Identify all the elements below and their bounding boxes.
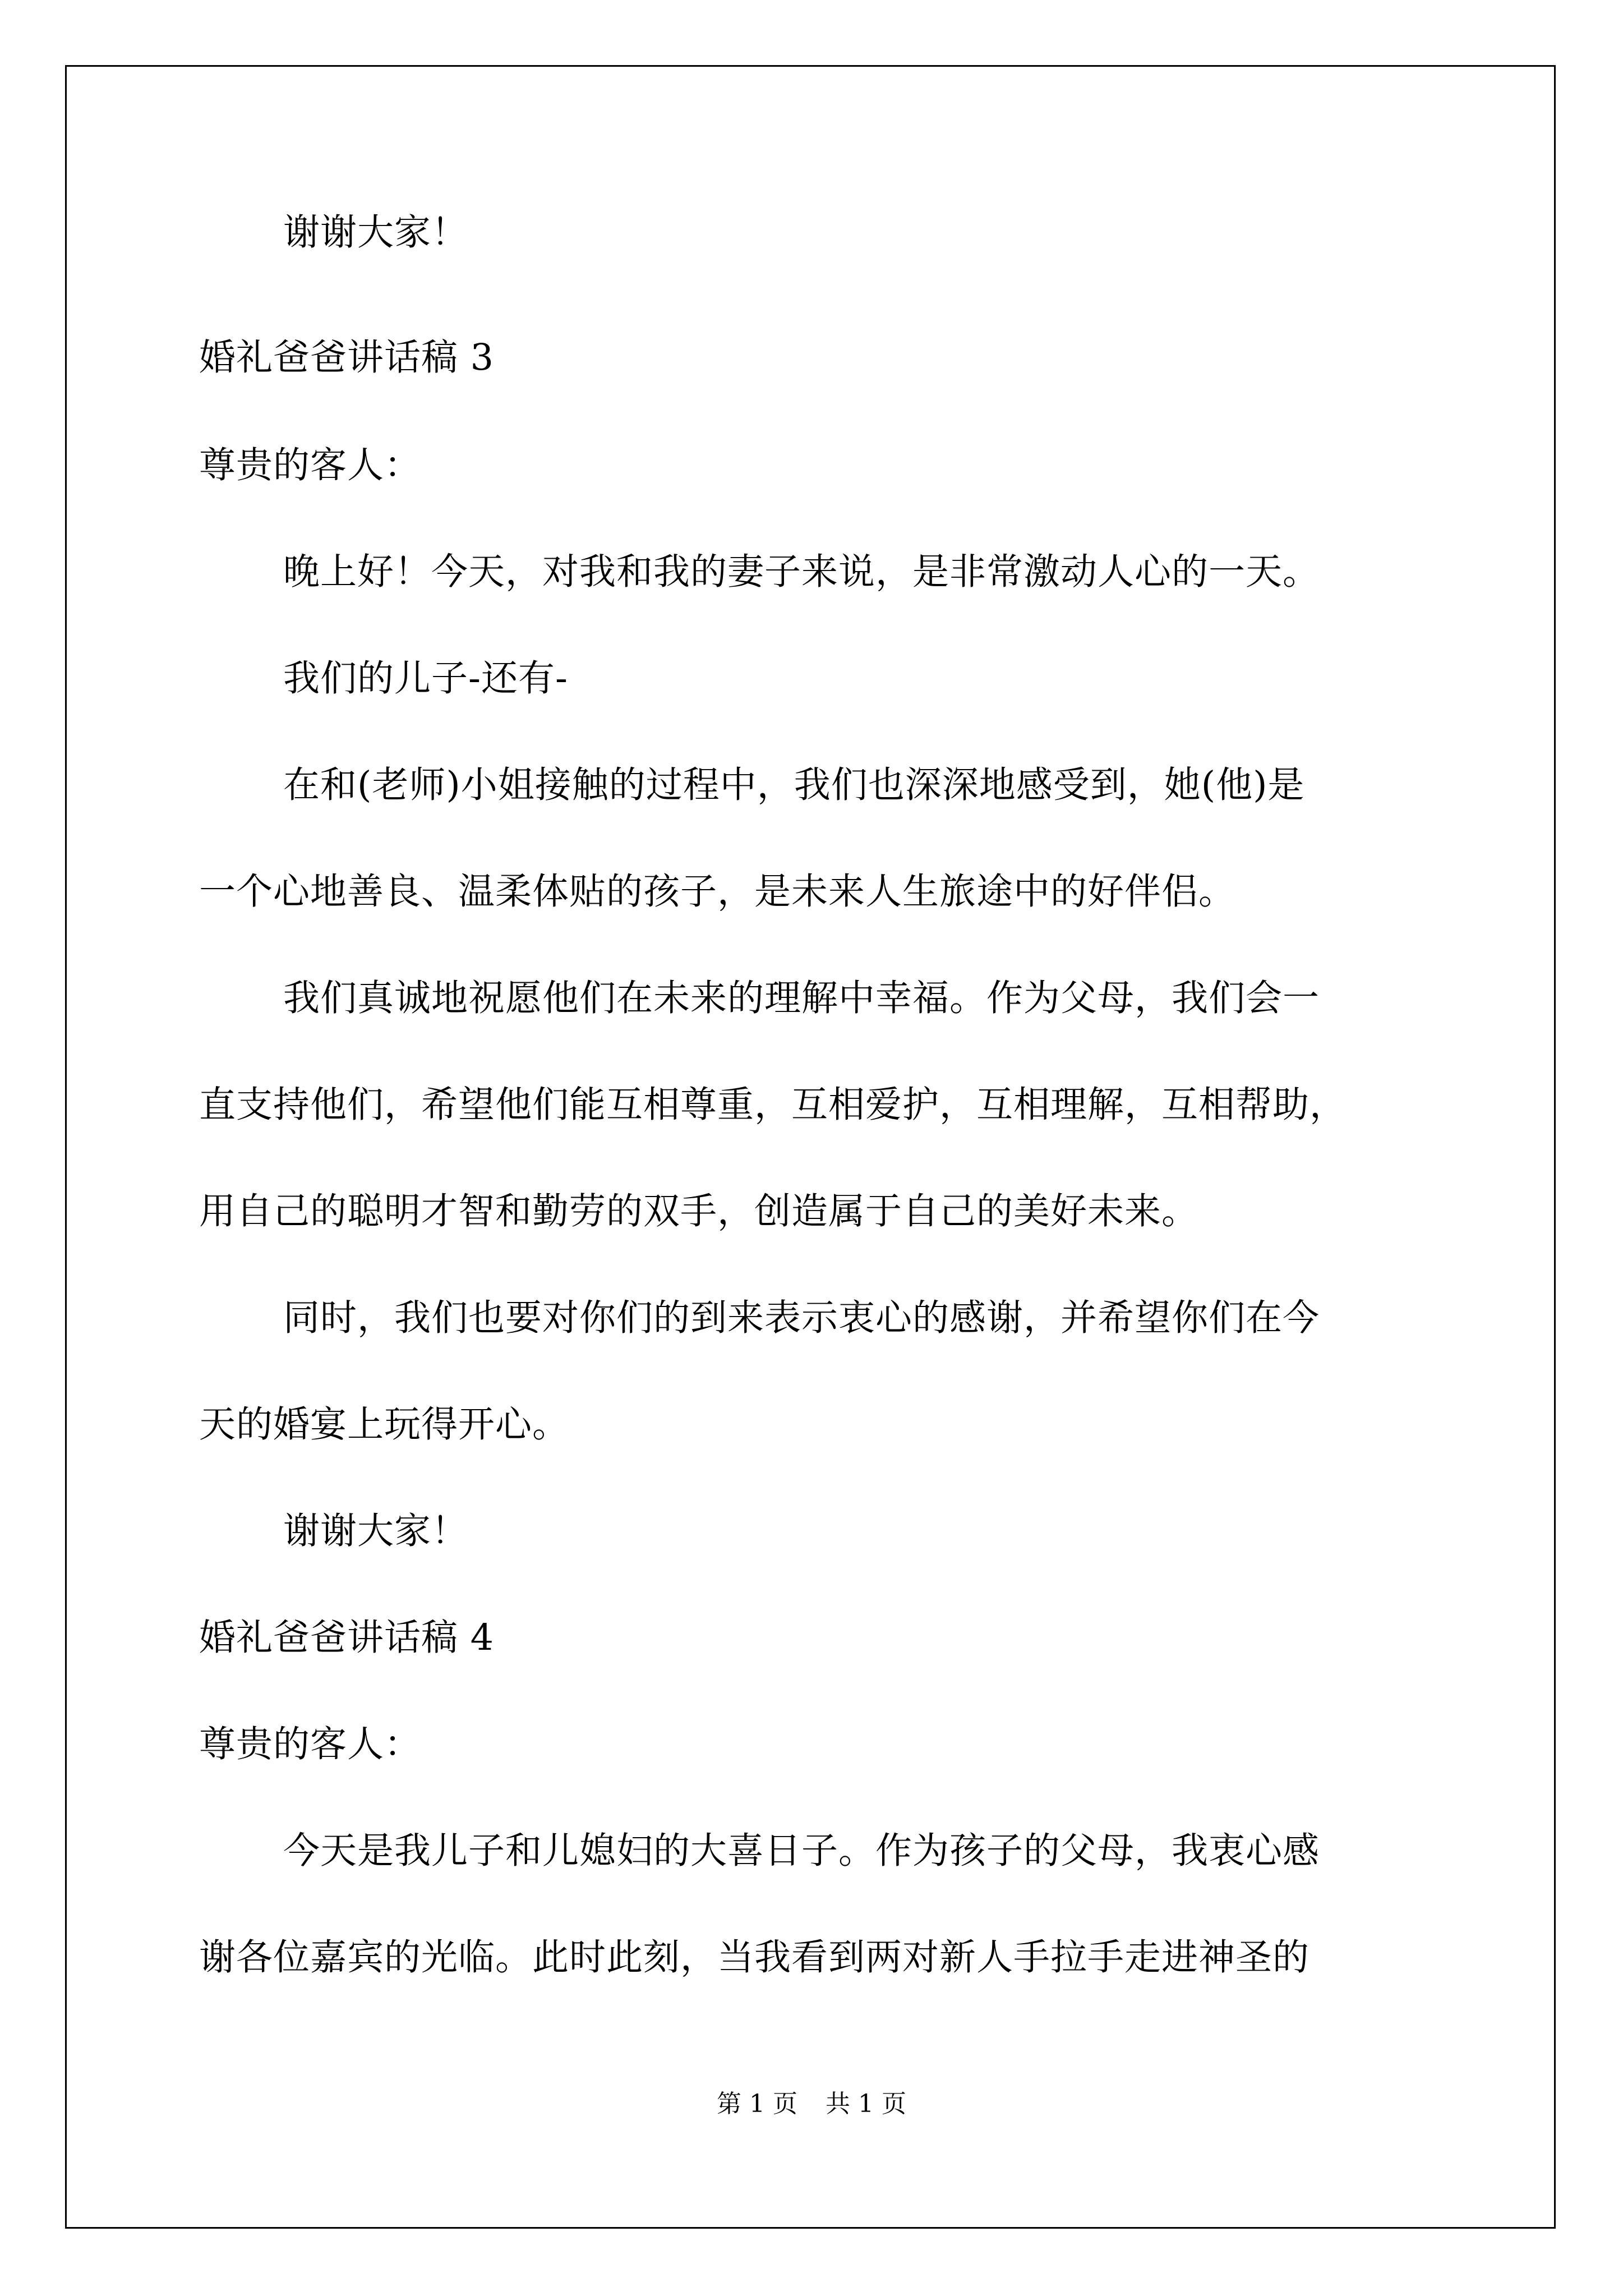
- paragraph-line: 谢各位嘉宾的光临。此时此刻，当我看到两对新人手拉手走进神圣的: [199, 1936, 1310, 1978]
- paragraph-line: 天的婚宴上玩得开心。: [199, 1404, 570, 1446]
- paragraph-line: 同时，我们也要对你们的到来表示衷心的感谢，并希望你们在今: [283, 1297, 1320, 1339]
- paragraph-line: 一个心地善良、温柔体贴的孩子，是未来人生旅途中的好伴侣。: [199, 871, 1236, 913]
- page-footer: [0, 2088, 1623, 2120]
- paragraph-line: 我们真诚地祝愿他们在未来的理解中幸福。作为父母，我们会一: [283, 977, 1320, 1019]
- closing-thanks-1: 谢谢大家！: [283, 211, 469, 254]
- paragraph-line: 晚上好！今天，对我和我的妻子来说，是非常激动人心的一天。: [283, 551, 1320, 593]
- paragraph-line: 我们的儿子-还有-: [283, 657, 568, 700]
- paragraph-line: 用自己的聪明才智和勤劳的双手，创造属于自己的美好未来。: [199, 1190, 1199, 1232]
- section-title-4: 婚礼爸爸讲话稿 4: [199, 1617, 495, 1659]
- paragraph-line: 直支持他们，希望他们能互相尊重，互相爱护，互相理解，互相帮助，: [199, 1084, 1347, 1126]
- paragraph-line: 在和(老师)小姐接触的过程中，我们也深深地感受到，她(他)是: [283, 764, 1305, 806]
- page-number: 第 1 页: [717, 2090, 797, 2118]
- salutation-3: 尊贵的客人：: [199, 444, 422, 486]
- section-title-3: 婚礼爸爸讲话稿 3: [199, 337, 495, 379]
- closing-thanks-2: 谢谢大家！: [283, 1510, 469, 1552]
- salutation-4: 尊贵的客人：: [199, 1723, 422, 1765]
- page-total: 共 1 页: [826, 2090, 906, 2118]
- page-border: [65, 65, 1556, 2229]
- paragraph-line: 今天是我儿子和儿媳妇的大喜日子。作为孩子的父母，我衷心感: [283, 1830, 1320, 1872]
